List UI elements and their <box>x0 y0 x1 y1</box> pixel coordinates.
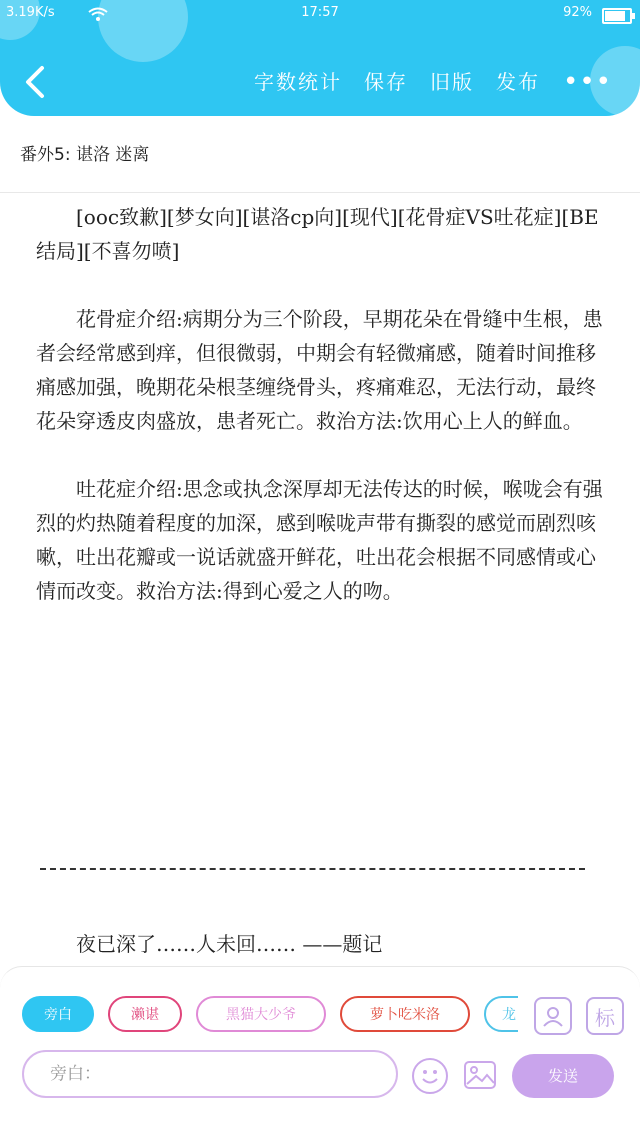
status-bar <box>0 5 640 25</box>
epigraph: 夜已深了……人未回…… ——题记 <box>76 932 383 956</box>
chip-character[interactable]: 龙 <box>484 996 518 1032</box>
more-options-icon[interactable]: ••• <box>562 67 612 97</box>
character-chips <box>22 996 518 1036</box>
publish-button[interactable]: 发布 <box>496 70 540 94</box>
clock: 17:57 <box>301 5 339 20</box>
battery-percent: 92% <box>563 5 592 20</box>
chip-character[interactable]: 黑猫大少爷 <box>196 996 326 1032</box>
save-button[interactable]: 保存 <box>364 70 408 94</box>
emoji-icon[interactable] <box>412 1058 448 1094</box>
chip-character[interactable]: 濑谌 <box>108 996 182 1032</box>
chapter-content[interactable] <box>36 200 606 642</box>
top-bar <box>0 0 640 116</box>
send-button[interactable]: 发送 <box>512 1054 614 1098</box>
smile-icon <box>414 1060 446 1092</box>
word-count-button[interactable]: 字数统计 <box>254 70 342 94</box>
tag-button[interactable]: 标 <box>586 997 624 1035</box>
dashed-separator <box>40 868 585 870</box>
add-character-button[interactable] <box>534 997 572 1035</box>
chip-narrator[interactable]: 旁白 <box>22 996 94 1032</box>
content-paragraph: [ooc致歉][梦女向][谌洛cp向][现代][花骨症VS吐花症][BE结局][不喜勿喷] <box>36 205 599 263</box>
content-paragraph: 花骨症介绍:病期分为三个阶段，早期花朵在骨缝中生根，患者会经常感到痒，但很微弱，中期会有轻微痛感，随着时间推移痛感加强，晚期花朵根茎缠绕骨头，疼痛难忍，无法行动，最终花朵穿透皮肉盛放，患者死亡。救治方法:饮用心上人的鲜血。 <box>36 307 603 433</box>
network-speed: 3.19K/s <box>6 5 55 20</box>
divider <box>0 192 640 193</box>
battery-icon <box>602 8 632 24</box>
message-input[interactable]: 旁白： <box>22 1050 398 1098</box>
old-version-button[interactable]: 旧版 <box>430 70 474 94</box>
chip-character[interactable]: 萝卜吃米洛 <box>340 996 470 1032</box>
chapter-title[interactable]: 番外5: 谌洛 迷离 <box>20 145 150 165</box>
back-arrow-icon[interactable] <box>20 62 50 102</box>
image-icon[interactable] <box>463 1058 497 1092</box>
content-paragraph: 吐花症介绍:思念或执念深厚却无法传达的时候，喉咙会有强烈的灼热随着程度的加深，感到喉咙声带有撕裂的感觉而剧烈咳嗽，吐出花瓣或一说话就盛开鲜花，吐出花会根据不同感情或心情而改变。救治方法:得到心爱之人的吻。 <box>36 477 603 603</box>
header-menu <box>254 66 540 95</box>
person-icon <box>541 1004 565 1028</box>
